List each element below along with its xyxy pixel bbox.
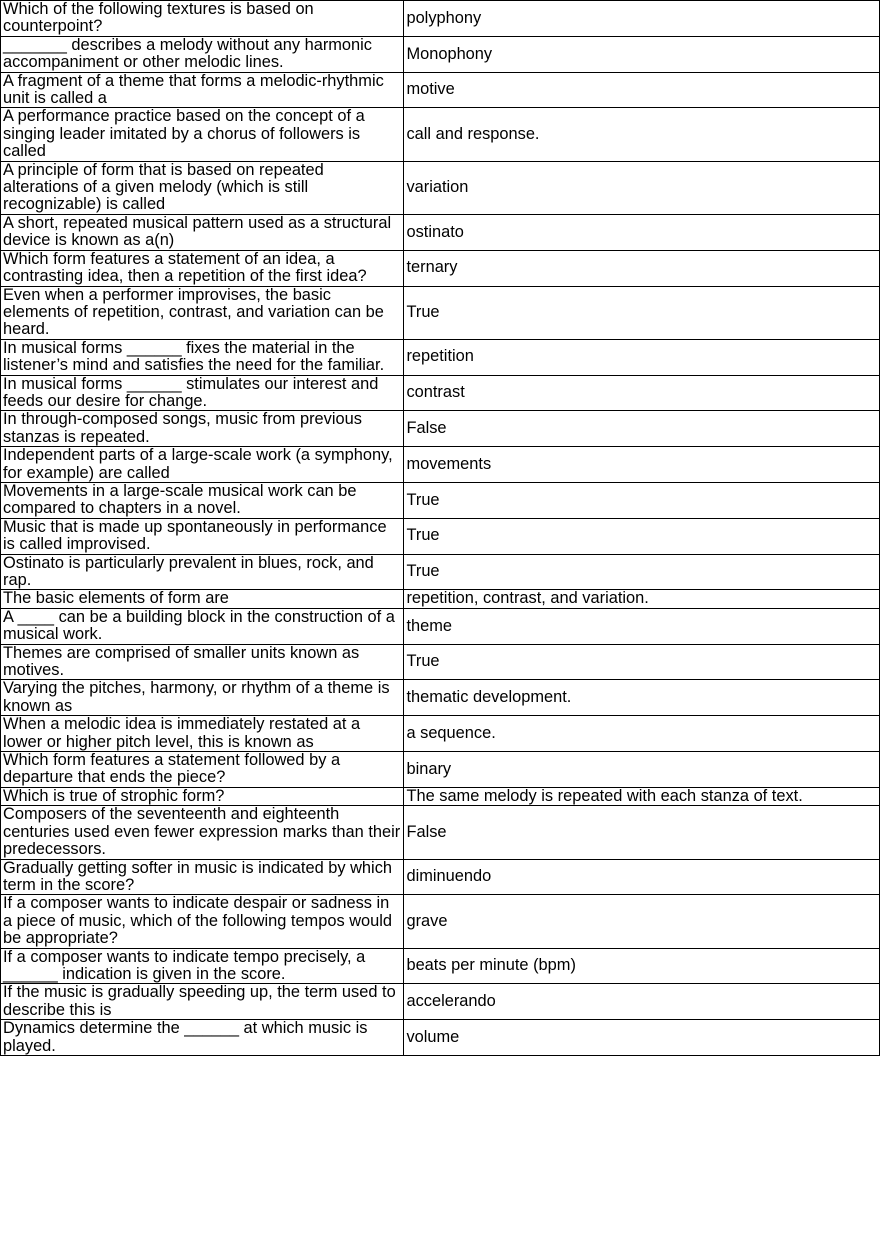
question-cell: Even when a performer improvises, the basic elements of repetition, contrast, and variation can be heard. — [1, 286, 404, 339]
question-cell: If the music is gradually speeding up, the term used to describe this is — [1, 984, 404, 1020]
table-row — [1, 411, 880, 447]
table-row — [1, 36, 880, 72]
answer-cell: repetition — [404, 339, 880, 375]
table-row — [1, 895, 880, 948]
answer-cell: False — [404, 806, 880, 859]
answer-cell: repetition, contrast, and variation. — [404, 590, 880, 608]
table-row — [1, 984, 880, 1020]
answer-cell: movements — [404, 447, 880, 483]
answer-cell: call and response. — [404, 108, 880, 161]
answer-cell: True — [404, 554, 880, 590]
question-cell: Music that is made up spontaneously in performance is called improvised. — [1, 518, 404, 554]
answer-cell: False — [404, 411, 880, 447]
table-row — [1, 286, 880, 339]
answer-cell: binary — [404, 752, 880, 788]
question-cell: Themes are comprised of smaller units known as motives. — [1, 644, 404, 680]
question-cell: _______ describes a melody without any harmonic accompaniment or other melodic lines. — [1, 36, 404, 72]
answer-cell: a sequence. — [404, 716, 880, 752]
answer-cell: Monophony — [404, 36, 880, 72]
answer-cell: ostinato — [404, 214, 880, 250]
answer-cell: True — [404, 644, 880, 680]
table-row — [1, 161, 880, 214]
answer-cell: beats per minute (bpm) — [404, 948, 880, 984]
table-row — [1, 447, 880, 483]
question-cell: A short, repeated musical pattern used as a structural device is known as a(n) — [1, 214, 404, 250]
table-row — [1, 339, 880, 375]
question-cell: Ostinato is particularly prevalent in blues, rock, and rap. — [1, 554, 404, 590]
table-row — [1, 250, 880, 286]
answer-cell: volume — [404, 1020, 880, 1056]
table-row — [1, 948, 880, 984]
table-row — [1, 72, 880, 108]
question-cell: Independent parts of a large-scale work (a symphony, for example) are called — [1, 447, 404, 483]
answer-cell: polyphony — [404, 1, 880, 37]
question-cell: Dynamics determine the ______ at which music is played. — [1, 1020, 404, 1056]
table-row — [1, 375, 880, 411]
question-cell: A fragment of a theme that forms a melodic-rhythmic unit is called a — [1, 72, 404, 108]
table-row — [1, 590, 880, 608]
table-row — [1, 108, 880, 161]
flashcard-table-body — [1, 1, 880, 1056]
table-row — [1, 644, 880, 680]
question-cell: Which form features a statement followed by a departure that ends the piece? — [1, 752, 404, 788]
question-cell: A performance practice based on the concept of a singing leader imitated by a chorus of followers is called — [1, 108, 404, 161]
question-cell: Which is true of strophic form? — [1, 787, 404, 805]
question-cell: If a composer wants to indicate despair or sadness in a piece of music, which of the following tempos would be appropriate? — [1, 895, 404, 948]
table-row — [1, 1020, 880, 1056]
table-row — [1, 554, 880, 590]
answer-cell: True — [404, 286, 880, 339]
answer-cell: thematic development. — [404, 680, 880, 716]
table-row — [1, 608, 880, 644]
answer-cell: motive — [404, 72, 880, 108]
answer-cell: contrast — [404, 375, 880, 411]
table-row — [1, 787, 880, 805]
table-row — [1, 680, 880, 716]
question-cell: In musical forms ______ fixes the material in the listener’s mind and satisfies the need for the familiar. — [1, 339, 404, 375]
table-row — [1, 214, 880, 250]
question-cell: A ____ can be a building block in the construction of a musical work. — [1, 608, 404, 644]
answer-cell: theme — [404, 608, 880, 644]
question-cell: The basic elements of form are — [1, 590, 404, 608]
table-row — [1, 482, 880, 518]
answer-cell: grave — [404, 895, 880, 948]
table-row — [1, 518, 880, 554]
table-row — [1, 1, 880, 37]
table-row — [1, 806, 880, 859]
answer-cell: accelerando — [404, 984, 880, 1020]
table-row — [1, 859, 880, 895]
answer-cell: True — [404, 518, 880, 554]
table-row — [1, 716, 880, 752]
answer-cell: True — [404, 482, 880, 518]
question-cell: If a composer wants to indicate tempo precisely, a ______ indication is given in the score. — [1, 948, 404, 984]
answer-cell: diminuendo — [404, 859, 880, 895]
answer-cell: The same melody is repeated with each stanza of text. — [404, 787, 880, 805]
question-cell: Movements in a large-scale musical work can be compared to chapters in a novel. — [1, 482, 404, 518]
answer-cell: variation — [404, 161, 880, 214]
table-row — [1, 752, 880, 788]
question-cell: Which of the following textures is based on counterpoint? — [1, 1, 404, 37]
answer-cell: ternary — [404, 250, 880, 286]
question-cell: Gradually getting softer in music is indicated by which term in the score? — [1, 859, 404, 895]
question-cell: In through-composed songs, music from previous stanzas is repeated. — [1, 411, 404, 447]
question-cell: Which form features a statement of an idea, a contrasting idea, then a repetition of the first idea? — [1, 250, 404, 286]
question-cell: Varying the pitches, harmony, or rhythm of a theme is known as — [1, 680, 404, 716]
question-cell: Composers of the seventeenth and eighteenth centuries used even fewer expression marks than their predecessors. — [1, 806, 404, 859]
question-cell: When a melodic idea is immediately restated at a lower or higher pitch level, this is known as — [1, 716, 404, 752]
question-cell: A principle of form that is based on repeated alterations of a given melody (which is still recognizable) is called — [1, 161, 404, 214]
question-cell: In musical forms ______ stimulates our interest and feeds our desire for change. — [1, 375, 404, 411]
